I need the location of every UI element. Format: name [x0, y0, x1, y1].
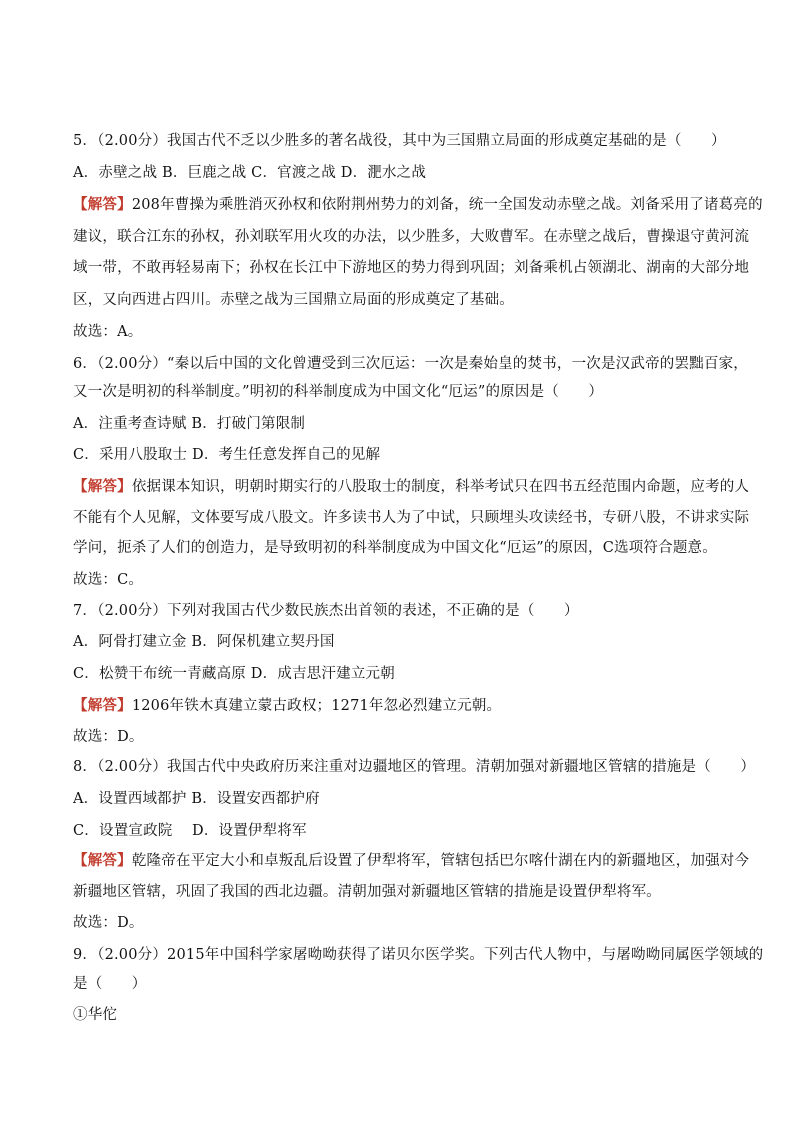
question-5-stem: 5．（2.00分）我国古代不乏以少胜多的著名战役，其中为三国鼎立局面的形成奠定基础的是（ ）: [73, 133, 726, 149]
question-7-options-2: C．松赞干布统一青藏高原 D．成吉思汗建立元朝: [73, 666, 395, 682]
answer-7-line-1: 【解答】1206年铁木真建立蒙古政权；1271年忽必烈建立元朝。: [73, 697, 502, 714]
answer-tag: 【解答】: [73, 697, 132, 714]
answer-tag: 【解答】: [73, 852, 132, 869]
question-7-stem: 7．（2.00分）下列对我国古代少数民族杰出首领的表述，不正确的是（ ）: [73, 603, 579, 619]
answer-8-choice: 故选：D。: [73, 915, 144, 931]
answer-tag: 【解答】: [73, 196, 132, 213]
question-7-options-1: A．阿骨打建立金 B．阿保机建立契丹国: [73, 634, 335, 650]
answer-8-line-1: 【解答】乾隆帝在平定大小和卓叛乱后设置了伊犁将军，管辖包括巴尔喀什湖在内的新疆地区，加强对今: [73, 852, 750, 869]
question-9-item-1: ①华佗: [73, 1007, 118, 1023]
answer-6-line-3: 学问，扼杀了人们的创造力，是导致明初的科举制度成为中国文化“厄运”的原因，C选项符合题意。: [73, 540, 717, 556]
answer-tag: 【解答】: [73, 478, 132, 495]
question-8-options-1: A．设置西域都护 B．设置安西都护府: [73, 791, 320, 807]
answer-7-choice: 故选：D。: [73, 729, 144, 745]
question-8-options-2: C．设置宣政院 D．设置伊犁将军: [73, 823, 307, 839]
answer-5-line-4: 区，又向西进占四川。赤壁之战为三国鼎立局面的形成奠定了基础。: [73, 292, 514, 308]
answer-6-line-2: 不能有个人见解，文体要写成八股文。许多读书人为了中试，只顾埋头攻读经书，专研八股，不讲求实际: [73, 510, 750, 526]
answer-6-line-1: 【解答】依据课本知识，明朝时期实行的八股取士的制度，科举考试只在四书五经范围内命题，应考的人: [73, 478, 750, 495]
question-9-stem-2: 是（ ）: [73, 976, 147, 992]
answer-5-line-2: 建议，联合江东的孙权，孙刘联军用火攻的办法，以少胜多，大败曹军。在赤壁之战后，曹操退守黄河流: [73, 229, 750, 245]
question-5-options: A．赤壁之战 B．巨鹿之战 C．官渡之战 D．淝水之战: [73, 165, 427, 181]
question-9-stem-1: 9．（2.00分）2015年中国科学家屠呦呦获得了诺贝尔医学奖。下列古代人物中，与屠呦呦同属医学领域的: [73, 947, 764, 963]
answer-6-choice: 故选：C。: [73, 572, 144, 588]
question-6-stem-1: 6．（2.00分）“秦以后中国的文化曾遭受到三次厄运：一次是秦始皇的焚书，一次是汉武帝的罢黜百家，: [73, 356, 748, 372]
question-6-stem-2: 又一次是明初的科举制度。”明初的科举制度成为中国文化“厄运”的原因是（ ）: [73, 384, 604, 400]
answer-5-choice: 故选：A。: [73, 324, 143, 340]
answer-5-line-3: 域一带，不敢再轻易南下；孙权在长江中下游地区的势力得到巩固；刘备乘机占领湖北、湖南的大部分地: [73, 260, 750, 276]
answer-5-line-1: 【解答】208年曹操为乘胜消灭孙权和依附荆州势力的刘备，统一全国发动赤壁之战。刘备采用了诸葛亮的: [73, 196, 763, 213]
question-8-stem: 8．（2.00分）我国古代中央政府历来注重对边疆地区的管理。清朝加强对新疆地区管辖的措施是（ ）: [73, 759, 756, 775]
question-6-options-2: C．采用八股取士 D．考生任意发挥自己的见解: [73, 447, 381, 463]
question-6-options-1: A．注重考查诗赋 B．打破门第限制: [73, 416, 306, 432]
answer-8-line-2: 新疆地区管辖，巩固了我国的西北边疆。清朝加强对新疆地区管辖的措施是设置伊犁将军。: [73, 884, 661, 900]
